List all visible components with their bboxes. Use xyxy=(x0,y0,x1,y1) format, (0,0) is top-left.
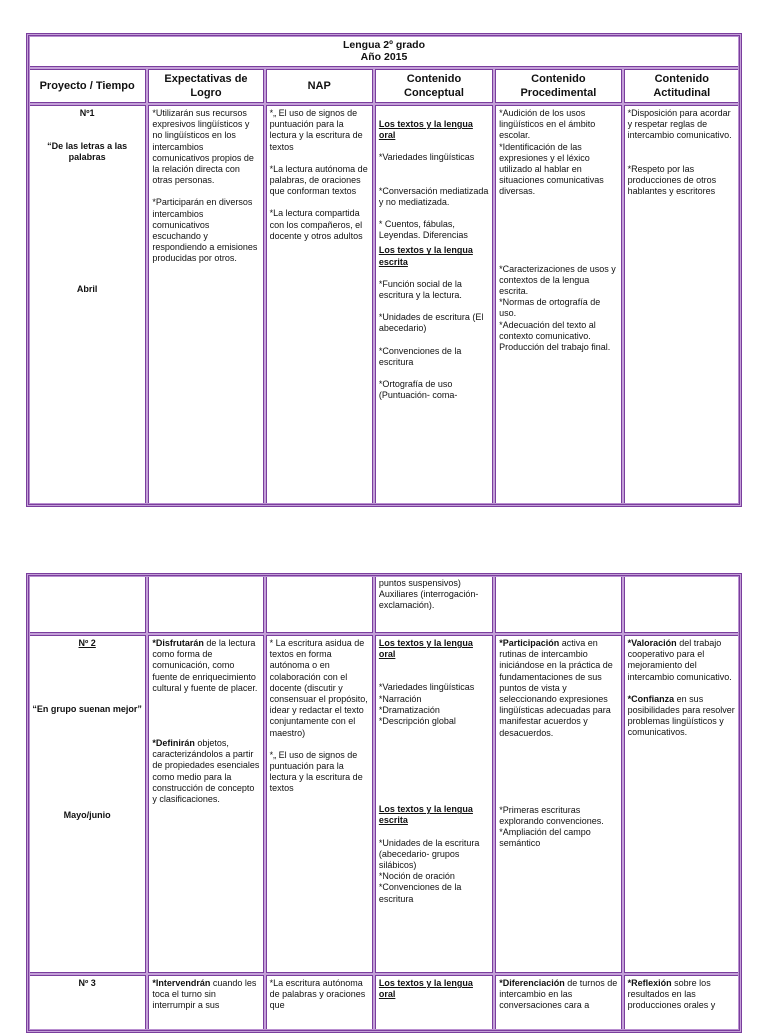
table-row xyxy=(28,975,740,1031)
expectativa-2: *Definirán objetos, caracterizándolos a partir de propiedades esenciales como medio para la construcción de concepto y clasificaciones. xyxy=(152,738,260,805)
conceptual-continuation: puntos suspensivos) Auxiliares (interrogación- exclamación). xyxy=(375,575,493,633)
table-title xyxy=(28,35,740,67)
procedimental-item: *Normas de ortografía de uso. xyxy=(499,297,601,319)
conceptual-item: *Convenciones de la escritura xyxy=(378,882,462,904)
conceptual-item: * Cuentos, fábulas, Leyendas. Diferencias xyxy=(378,219,468,241)
nap-item-1: * La escritura asidua de textos en forma autónoma o en colaboración con el docente (discutir y consensuar el propósito, idear y redactar el texto conjuntamente con el maestro) xyxy=(269,638,368,738)
project-cell xyxy=(28,975,146,1031)
conceptual-item: *Noción de oración xyxy=(378,871,455,882)
project-cell xyxy=(28,635,146,973)
project-name: “En grupo suenan mejor” xyxy=(32,704,142,715)
conceptual-item: *Unidades de escritura (El abecedario) xyxy=(378,312,484,334)
conceptual-item: *Variedades lingüísticas xyxy=(378,682,475,693)
expectativa-verb: *Definirán xyxy=(152,738,195,749)
procedimental-cell xyxy=(495,635,621,973)
empty-cell xyxy=(495,575,621,633)
conceptual-heading-oral: Los textos y la lengua oral xyxy=(378,638,473,660)
procedimental-item: *Audición de los usos lingüísticos en el ámbito escolar. xyxy=(499,108,596,141)
empty-cell xyxy=(266,575,373,633)
expectativas-cell xyxy=(148,635,263,973)
procedimental-cell: *Diferenciación de turnos de intercambio en las conversaciones cara a xyxy=(495,975,621,1031)
actitudinal-item: *Disposición para acordar y respetar reglas de intercambio comunicativo. xyxy=(627,108,732,141)
nap-item-2: *„ El uso de signos de puntuación para la lectura y la escritura de textos xyxy=(269,749,363,794)
procedimental-item: *Adecuación del texto al contexto comunicativo. Producción del trabajo final. xyxy=(499,319,611,353)
conceptual-item: *Dramatización xyxy=(378,704,440,715)
conceptual-cell xyxy=(375,635,493,973)
col-header-nap: NAP xyxy=(266,69,373,103)
nap-item-3: *La lectura compartida con los compañeros, el docente y otros adultos xyxy=(269,208,363,241)
procedimental-cell xyxy=(495,105,621,505)
conceptual-heading-escrita: Los textos y la lengua escrita xyxy=(378,804,473,826)
actitudinal-item: *Confianza en sus posibilidades para resolver problemas lingüísticos y comunicativos. xyxy=(627,693,735,738)
table-row xyxy=(28,105,740,505)
project-number: Nº1 xyxy=(79,108,95,118)
actitudinal-item: *Respeto por las producciones de otros hablantes y escritores xyxy=(627,163,717,197)
conceptual-item: *Ortografía de uso (Puntuación- coma- xyxy=(378,379,458,401)
conceptual-item: *Conversación mediatizada y no mediatizada. xyxy=(378,185,489,207)
nap-cell xyxy=(266,105,373,505)
expectativas-cell: *Intervendrán cuando les toca el turno sin interrumpir a sus xyxy=(148,975,263,1031)
nap-item-2: *La lectura autónoma de palabras, de oraciones que conforman textos xyxy=(269,163,368,197)
conceptual-cell xyxy=(375,105,493,505)
nap-cell: *La escritura autónoma de palabras y oraciones que xyxy=(266,975,373,1031)
conceptual-item: *Unidades de la escritura (abecedario- grupos silábicos) xyxy=(378,837,480,871)
empty-cell xyxy=(148,575,263,633)
table-row xyxy=(28,635,740,973)
empty-cell xyxy=(624,575,740,633)
procedimental-item: *Primeras escrituras explorando convenciones. xyxy=(499,804,604,827)
procedimental-item: *Participación activa en rutinas de intercambio iniciándose en la práctica de fundamentaciones de sus puntos de vista y seleccionando expresiones lingüísticas adecuadas para manifestar acuerdos y desacuerdos. xyxy=(499,638,613,738)
table-row xyxy=(28,575,740,633)
col-header-expectativas: Expectativas de Logro xyxy=(148,69,263,103)
actitudinal-cell: *Reflexión sobre los resultados en las producciones orales y xyxy=(624,975,740,1031)
expectativa-verb: *Disfrutarán xyxy=(152,638,204,648)
empty-cell xyxy=(28,575,146,633)
col-header-conceptual: Contenido Conceptual xyxy=(375,69,493,103)
expectativa-1: *Disfrutarán de la lectura como forma de comunicación, como fuente de enriquecimiento cultural y fuente de placer. xyxy=(152,638,258,693)
project-time: Abril xyxy=(76,283,98,294)
col-header-actitudinal: Contenido Actitudinal xyxy=(624,69,740,103)
nap-item-1: *„ El uso de signos de puntuación para la lectura y la escritura de textos xyxy=(269,108,363,152)
conceptual-item: *Función social de la escritura y la lectura. xyxy=(378,278,462,301)
expectativa-1: *Utilizarán sus recursos expresivos lingüísticos y no lingüísticos en los intercambios comunicativos propios de la relación directa con otras personas. xyxy=(152,108,254,186)
project-number: Nº 3 xyxy=(78,978,96,988)
expectativas-cell xyxy=(148,105,263,505)
conceptual-item: *Descripción global xyxy=(378,716,456,727)
procedimental-item: *Identificación de las expresiones y el léxico utilizado al hablar en situaciones comunicativas diversas. xyxy=(499,141,604,197)
document-page-2 xyxy=(26,573,742,1033)
conceptual-heading-escrita: Los textos y la lengua escrita xyxy=(378,245,473,267)
curriculum-table-1 xyxy=(26,33,742,507)
procedimental-item: *Caracterizaciones de usos y contextos de la lengua escrita. xyxy=(499,263,616,297)
title-line-1: Lengua 2º grado xyxy=(342,39,425,51)
actitudinal-item: *Valoración del trabajo cooperativo para el mejoramiento del intercambio comunicativo. xyxy=(627,638,732,682)
project-time: Mayo/junio xyxy=(63,810,111,821)
conceptual-item: *Convenciones de la escritura xyxy=(378,345,462,367)
expectativa-2: *Participarán en diversos intercambios comunicativos escuchando y respondiendo a emisiones producidas por otros. xyxy=(152,197,258,264)
project-number: Nº 2 xyxy=(78,638,96,648)
conceptual-heading-oral: Los textos y la lengua oral xyxy=(378,119,473,141)
procedimental-item: *Ampliación del campo semántico xyxy=(499,827,591,849)
actitudinal-cell xyxy=(624,105,740,505)
conceptual-item: *Narración xyxy=(378,693,422,704)
project-name: “De las letras a las palabras xyxy=(47,141,128,163)
title-line-2: Año 2015 xyxy=(360,51,408,63)
conceptual-cell: Los textos y la lengua oral xyxy=(375,975,493,1031)
col-header-proyecto: Proyecto / Tiempo xyxy=(28,69,146,103)
document-page-1 xyxy=(26,33,742,507)
curriculum-table-2 xyxy=(26,573,742,1033)
actitudinal-cell xyxy=(624,635,740,973)
conceptual-item: *Variedades lingüísticas xyxy=(378,152,475,163)
col-header-procedimental: Contenido Procedimental xyxy=(495,69,621,103)
nap-cell xyxy=(266,635,373,973)
project-cell xyxy=(28,105,146,505)
